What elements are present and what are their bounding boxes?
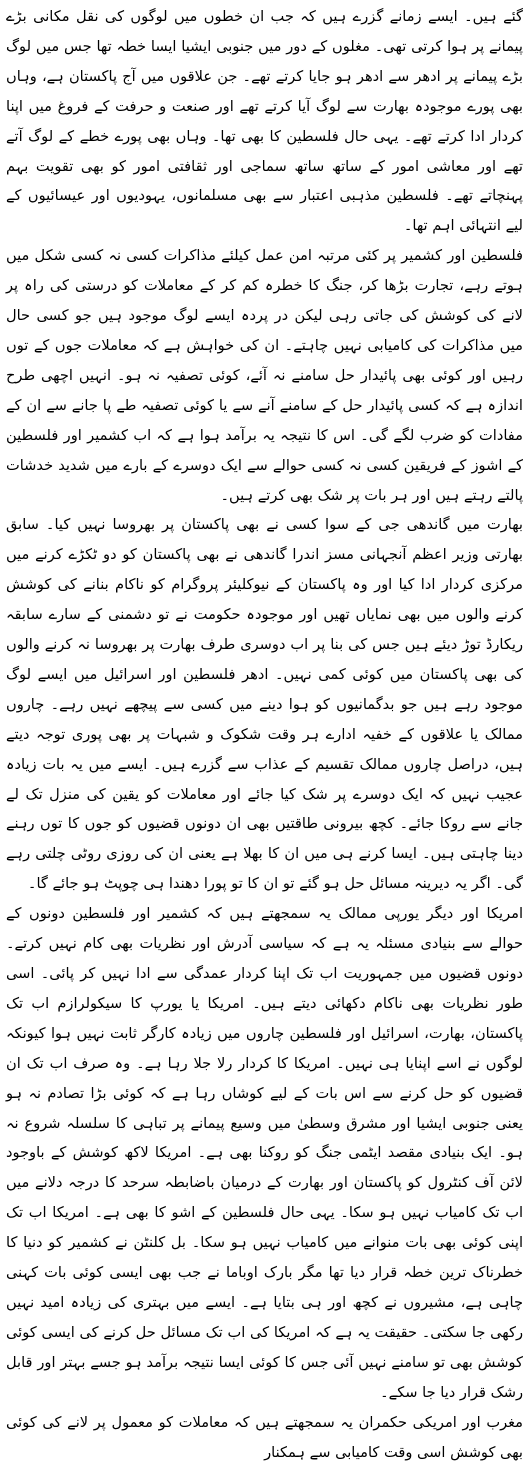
article-paragraph: مغرب اور امریکی حکمران یہ سمجھتے ہیں کہ معاملات کو معمول پر لانے کی کوئی بھی کوشش اسی وقت کامیابی سے ہمکنار [6, 1413, 523, 1461]
article-paragraph: فلسطین اور کشمیر پر کئی مرتبہ امن عمل کیلئے مذاکرات کسی نہ کسی شکل میں ہوتے رہے، تجارت بڑھا کر، جنگ کا خطرہ کم کر کے معاملات کو درستی کی راہ پر لانے کی کوشش کی جاتی رہی لیکن در پردہ ایسے لوگ موجود ہیں جو کسی حال میں مذاکرات کی کامیابی نہیں چاہتے۔ ان کی خواہش ہے کہ معاملات جوں کے توں رہیں اور کوئی بھی پائیدار حل سامنے نہ آئے، کوئی تصفیہ نہ ہو۔ انہیں اچھی طرح اندازہ ہے کہ کسی پائیدار حل کے سامنے آنے سے یا کوئی تصفیہ طے پا جانے سے ان کے مفادات کو ضرب لگے گی۔ اس کا نتیجہ یہ برآمد ہوا ہے کہ اب کشمیر اور فلسطین کے اشوز کے فریقین کسی نہ کسی حوالے سے ایک دوسرے کے بارے میں شدید خدشات پالتے رہتے ہیں اور ہر بات پر شک بھی کرتے ہیں۔ [6, 247, 523, 504]
article-paragraph: گئے ہیں۔ ایسے زمانے گزرے ہیں کہ جب ان خطوں میں لوگوں کی نقل مکانی بڑے پیمانے پر ہوا کرتی تھی۔ مغلوں کے دور میں جنوبی ایشیا ایسا خطہ تھا جس میں لوگ بڑے پیمانے پر ادھر سے ادھر ہو جایا کرتے تھے۔ جن علاقوں میں آج پاکستان ہے، وہاں بھی پورے موجودہ بھارت سے لوگ آیا کرتے تھے اور صنعت و حرفت کے فروغ میں اپنا کردار ادا کرتے تھے۔ یہی حال فلسطین کا بھی تھا۔ وہاں بھی پورے خطے کے لوگ آتے تھے اور معاشی امور کے ساتھ ساتھ سماجی اور ثقافتی امور کو بھی تقویت بہم پہنچاتے تھے۔ فلسطین مذہبی اعتبار سے بھی مسلمانوں، یہودیوں اور عیسائیوں کے لیے انتہائی اہم تھا۔ [6, 8, 523, 235]
article-paragraph: امریکا اور دیگر یورپی ممالک یہ سمجھتے ہیں کہ کشمیر اور فلسطین دونوں کے حوالے سے بنیادی مسئلہ یہ ہے کہ سیاسی آدرش اور نظریات بھی کام نہیں کرتے۔ دونوں قضیوں میں جمہوریت اب تک اپنا کردار عمدگی سے ادا نہیں کر پائی۔ اسی طور نظریات بھی ناکام دکھائی دیتے ہیں۔ امریکا یا یورپ کا سیکولرازم اب تک پاکستان، بھارت، اسرائیل اور فلسطین چاروں میں زیادہ کارگر ثابت نہیں ہوا کیونکہ لوگوں نے اسے اپنایا ہی نہیں۔ امریکا کا کردار رلا جلا رہا ہے۔ وہ صرف اب تک ان قضیوں کو حل کرنے سے اس بات کے لیے کوشاں رہا ہے کہ کوئی بڑا تصادم نہ ہو یعنی جنوبی ایشیا اور مشرق وسطیٰ میں وسیع پیمانے پر تباہی کا سلسلہ شروع نہ ہو۔ ایک بنیادی مقصد ایٹمی جنگ کو روکنا بھی ہے۔ امریکا لاکھ کوشش کے باوجود لائن آف کنٹرول کو پاکستان اور بھارت کے درمیان باضابطہ سرحد کا درجہ دلانے میں اب تک کامیاب نہیں ہو سکا۔ یہی حال فلسطین کے اشو کا بھی ہے۔ امریکا اب تک اپنی کوئی بھی بات منوانے میں کامیاب نہیں ہو سکا۔ بل کلنٹن نے کشمیر کو دنیا کا خطرناک ترین خطہ قرار دیا تھا مگر بارک اوباما نے جب بھی ایسی کوئی بات کہنی چاہی ہے، مشیروں نے کچھ اور ہی بتایا ہے۔ ایسے میں بہتری کی زیادہ امید نہیں رکھی جا سکتی۔ حقیقت یہ ہے کہ امریکا کی اب تک مسائل حل کرنے کی ایسی کوئی کوشش بھی تو سامنے نہیں آئی جس کا کوئی ایسا نتیجہ برآمد ہو جسے بہتر اور قابل رشک قرار دیا جا سکے۔ [6, 905, 523, 1401]
article-paragraph: بھارت میں گاندھی جی کے سوا کسی نے بھی پاکستان پر بھروسا نہیں کیا۔ سابق بھارتی وزیر اعظم آنجہانی مسز اندرا گاندھی نے بھی پاکستان کو دو ٹکڑے کرنے میں مرکزی کردار ادا کیا اور وہ پاکستان کے نیوکلیئر پروگرام کو ناکام بنانے کی کوشش کرنے والوں میں بھی نمایاں تھیں اور موجودہ حکومت نے تو دشمنی کے سارے سابقہ ریکارڈ توڑ دیئے ہیں جس کی بنا پر اب دوسری طرف بھارت پر بھروسا نہ کرنے والوں کی بھی پاکستان میں کوئی کمی نہیں۔ ادھر فلسطین اور اسرائیل میں ایسے لوگ موجود رہے ہیں جو بدگمانیوں کو ہوا دینے میں کسی سے پیچھے نہیں رہے۔ چاروں ممالک یا علاقوں کے خفیہ ادارے ہر وقت شکوک و شبہات پر بھی پوری توجہ دیتے ہیں، دراصل چاروں ممالک تقسیم کے عذاب سے گزرے ہیں۔ ایسے میں یہ بات زیادہ عجیب نہیں کہ ایک دوسرے پر شک کیا جائے اور معاملات کو یقین کی منزل تک لے جانے سے روکا جائے۔ کچھ بیرونی طاقتیں بھی ان دونوں قضیوں کو جوں کا توں رہنے دینا چاہتی ہیں۔ ایسا کرنے ہی میں ان کا بھلا ہے یعنی ان کی روزی روٹی چلتی رہے گی۔ اگر یہ دیرینہ مسائل حل ہو گئے تو ان کا تو پورا دھندا ہی چوپٹ ہو جائے گا۔ [6, 516, 523, 893]
